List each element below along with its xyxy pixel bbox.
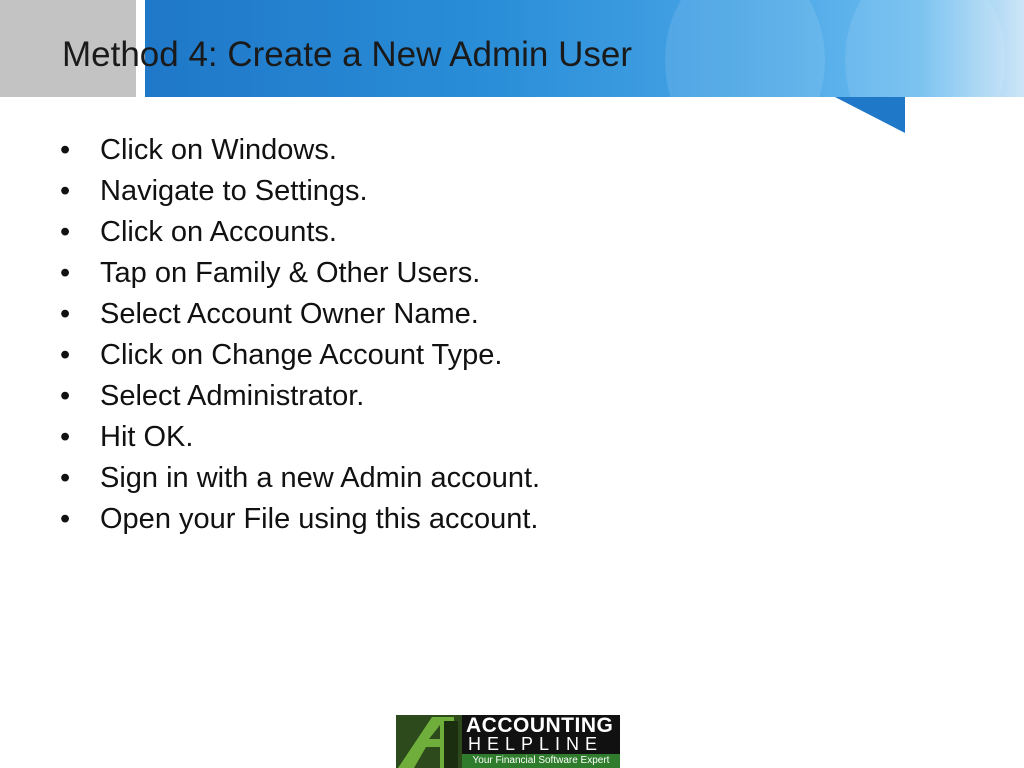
bullet-item: [60, 335, 540, 376]
bullet-text: Tap on Family & Other Users.: [100, 257, 481, 289]
slide-header: [0, 0, 1024, 135]
bullet-item: [60, 130, 540, 171]
bullet-item: [60, 376, 540, 417]
bullet-dot: •: [60, 462, 71, 494]
logo-a-icon: [396, 715, 462, 768]
bullet-dot: •: [60, 503, 71, 535]
bullet-text: Hit OK.: [100, 421, 194, 453]
bullet-dot: •: [60, 421, 71, 453]
bullet-dot: •: [60, 298, 71, 330]
bullet-text: Click on Change Account Type.: [100, 339, 503, 371]
bullet-text: Select Account Owner Name.: [100, 298, 479, 330]
bullet-dot: •: [60, 216, 71, 248]
bullet-dot: •: [60, 134, 71, 166]
bullet-dot: •: [60, 380, 71, 412]
bullet-item: [60, 458, 540, 499]
header-corner-tab: [835, 97, 905, 133]
bullet-item: [60, 253, 540, 294]
bullet-dot: •: [60, 257, 71, 289]
bullet-item: [60, 171, 540, 212]
logo-wordmark-bottom: HELPLINE: [468, 734, 604, 754]
bullet-item: [60, 294, 540, 335]
logo-tagline: Your Financial Software Expert: [462, 754, 620, 768]
bullet-text: Sign in with a new Admin account.: [100, 462, 541, 494]
bullet-text: Select Administrator.: [100, 380, 365, 412]
bullet-text: Click on Accounts.: [100, 216, 337, 248]
bullet-text: Open your File using this account.: [100, 503, 539, 535]
slide-title: Method 4: Create a New Admin User: [62, 35, 632, 74]
bullet-item: [60, 417, 540, 458]
header-wave-decoration: [845, 0, 1005, 97]
bullet-text: Navigate to Settings.: [100, 175, 368, 207]
header-wave-decoration: [665, 0, 825, 97]
bullet-item: [60, 499, 540, 540]
bullet-text: Click on Windows.: [100, 134, 337, 166]
bullet-dot: •: [60, 339, 71, 371]
logo-wordmark-top: ACCOUNTING: [466, 715, 614, 737]
accounting-helpline-logo: [396, 715, 620, 768]
bullet-item: [60, 212, 540, 253]
bullet-dot: •: [60, 175, 71, 207]
bullet-list: [60, 130, 540, 540]
